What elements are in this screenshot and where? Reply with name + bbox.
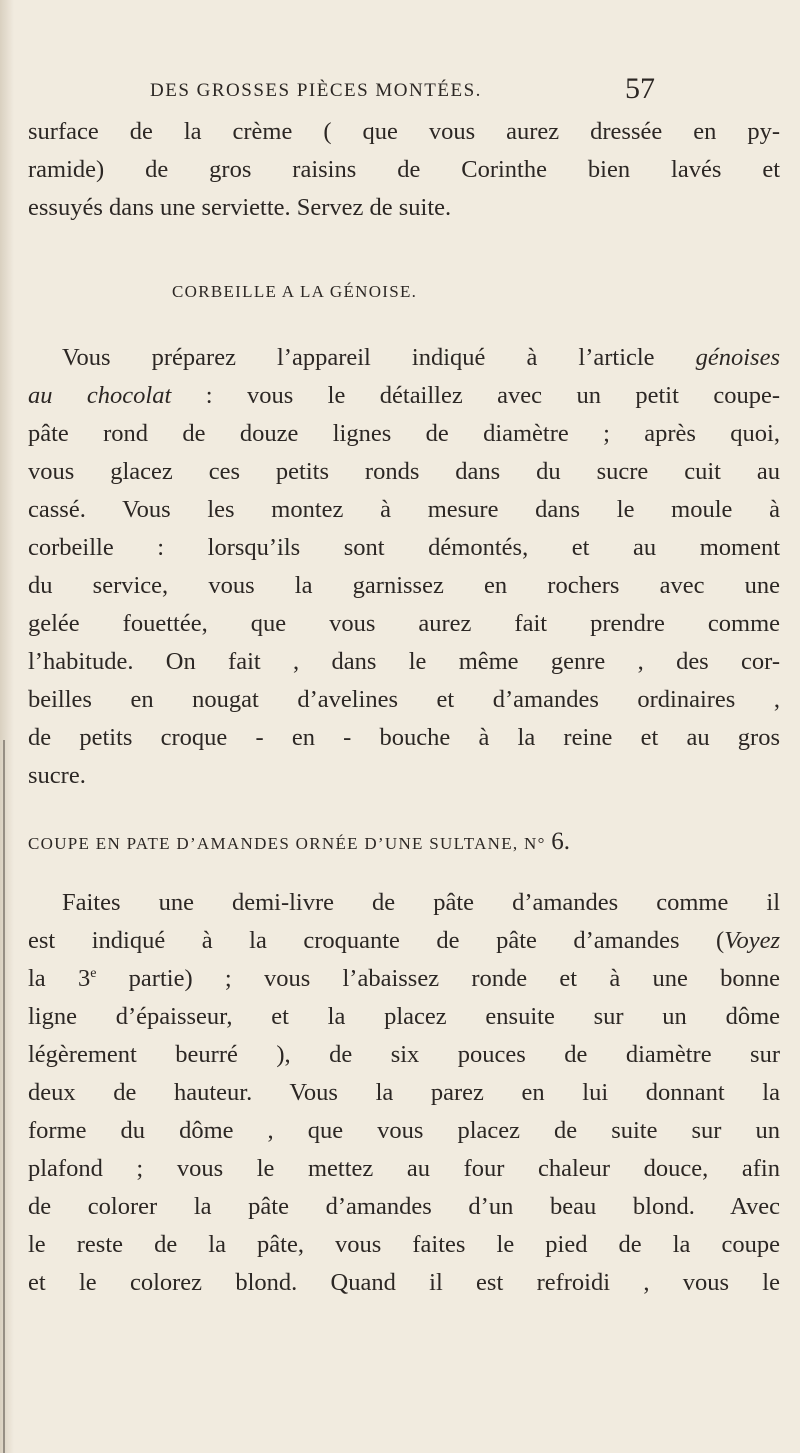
- italic-text: au chocolat: [28, 382, 172, 409]
- text-line: de petits croque - en - bouche à la reine et au gros: [28, 724, 780, 751]
- text-line: ramide) de gros raisins de Corinthe bien lavés et: [28, 156, 780, 183]
- running-head: DES GROSSES PIÈCES MONTÉES.: [150, 80, 482, 101]
- text-line: cassé. Vous les montez à mesure dans le moule à: [28, 496, 780, 523]
- section-heading: COUPE EN PATE D’AMANDES ORNÉE D’UNE SULTANE, N° 6.: [28, 828, 570, 855]
- text-line: au chocolat : vous le détaillez avec un petit coupe-: [28, 382, 780, 409]
- text-line: de colorer la pâte d’amandes d’un beau blond. Avec: [28, 1193, 780, 1220]
- text-line: et le colorez blond. Quand il est refroidi , vous le: [28, 1269, 780, 1296]
- superscript: e: [90, 965, 97, 981]
- text-line: est indiqué à la croquante de pâte d’amandes (Voyez: [28, 927, 780, 954]
- text-line: essuyés dans une serviette. Servez de suite.: [28, 194, 452, 221]
- gutter-edge-line: [3, 740, 5, 1453]
- text-line: gelée fouettée, que vous aurez fait prendre comme: [28, 610, 780, 637]
- text-line: du service, vous la garnissez en rochers avec une: [28, 572, 780, 599]
- text-line: surface de la crème ( que vous aurez dressée en py-: [28, 118, 780, 145]
- section-heading: CORBEILLE A LA GÉNOISE.: [172, 282, 418, 301]
- text-line: beilles en nougat d’avelines et d’amandes ordinaires ,: [28, 686, 780, 713]
- text-line: Faites une demi-livre de pâte d’amandes comme il: [62, 889, 780, 916]
- text-line: le reste de la pâte, vous faites le pied de la coupe: [28, 1231, 780, 1258]
- text-line: deux de hauteur. Vous la parez en lui donnant la: [28, 1079, 780, 1106]
- text-line: Vous préparez l’appareil indiqué à l’article génoises: [62, 344, 780, 371]
- italic-text: Voyez: [724, 927, 780, 954]
- italic-text: génoises: [695, 344, 780, 371]
- text-line: plafond ; vous le mettez au four chaleur douce, afin: [28, 1155, 780, 1182]
- text-line: légèrement beurré ), de six pouces de diamètre sur: [28, 1041, 780, 1068]
- text-line: pâte rond de douze lignes de diamètre ; après quoi,: [28, 420, 780, 447]
- page-number: 57: [625, 72, 655, 105]
- heading-number: 6.: [551, 828, 570, 855]
- text-line: la 3e partie) ; vous l’abaissez ronde et à une bonne: [28, 965, 780, 992]
- text-line: ligne d’épaisseur, et la placez ensuite sur un dôme: [28, 1003, 780, 1030]
- text-line: vous glacez ces petits ronds dans du sucre cuit au: [28, 458, 780, 485]
- text-line: l’habitude. On fait , dans le même genre , des cor-: [28, 648, 780, 675]
- text-line: corbeille : lorsqu’ils sont démontés, et au moment: [28, 534, 780, 561]
- text-line: sucre.: [28, 762, 86, 789]
- text-line: forme du dôme , que vous placez de suite sur un: [28, 1117, 780, 1144]
